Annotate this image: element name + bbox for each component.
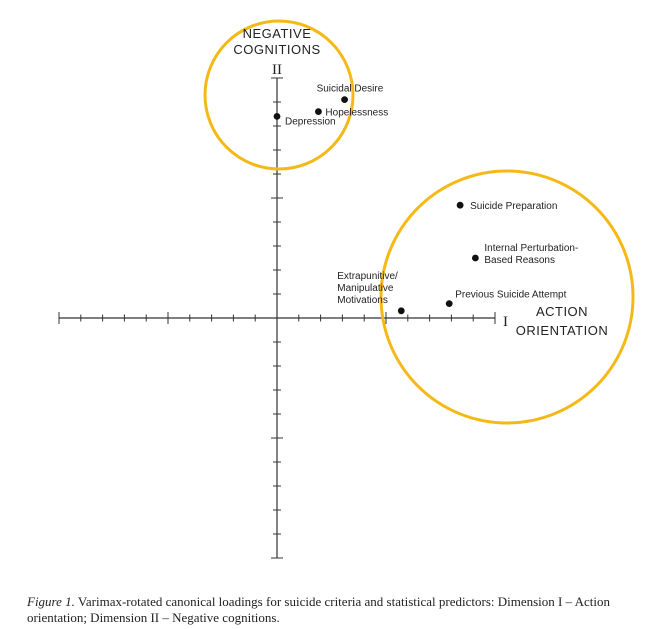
data-point-label: Internal Perturbation- [484, 243, 579, 254]
y-axis-name: COGNITIONS [233, 42, 321, 57]
data-point-label: Suicidal Desire [316, 83, 384, 95]
data-point [472, 255, 479, 262]
x-axis-numeral: I [503, 314, 508, 330]
data-point [274, 113, 281, 120]
data-point-label: Motivations [337, 294, 388, 306]
axes [59, 78, 495, 558]
data-point-label: Previous Suicide Attempt [455, 289, 567, 301]
data-point [315, 108, 322, 115]
data-point-label: Hopelessness [325, 107, 389, 119]
data-point [446, 300, 453, 307]
data-point-label: Extrapunitive/ [337, 270, 398, 282]
data-point-label: Manipulative [337, 282, 394, 294]
data-point [341, 96, 348, 103]
data-point-label: Suicide Preparation [470, 201, 558, 213]
caption-text: Varimax-rotated canonical loadings for suicide criteria and statistical predictors: Dimension I – Action orientation; Dimension II – Negative cognitions. [27, 594, 611, 625]
data-point-label: Depression [285, 116, 336, 128]
x-axis-name: ORIENTATION [515, 323, 609, 338]
data-point [398, 307, 405, 314]
highlight-circles [205, 21, 633, 423]
data-point [457, 202, 464, 209]
figure-caption [27, 594, 637, 626]
data-point-label: Based Reasons [484, 255, 555, 266]
x-axis-name: ACTION [535, 304, 589, 319]
y-axis-numeral: II [272, 62, 282, 78]
caption-lead: Figure 1. [27, 594, 75, 609]
y-axis-name: NEGATIVE [242, 26, 312, 41]
